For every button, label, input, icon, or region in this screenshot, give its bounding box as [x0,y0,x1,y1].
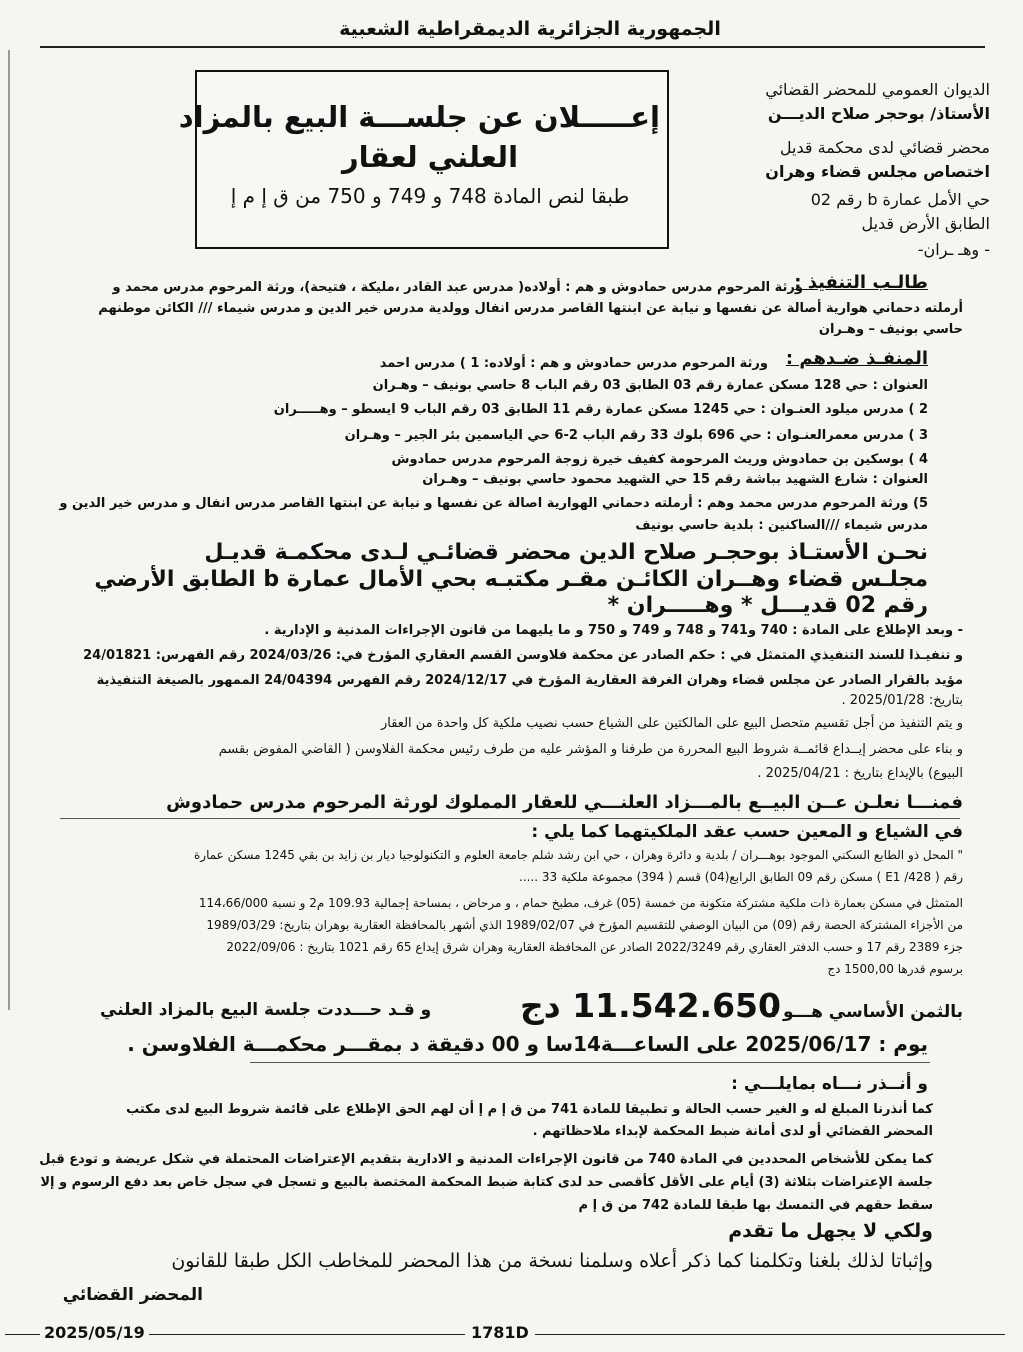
executed-label: المنفـذ ضـدهم : [785,348,928,369]
signature-label: المحضر القضائي [62,1285,203,1305]
warning-line: كما يمكن للأشخاص المحددين في المادة 740 من قانون الإجراءات المدنية و الادارية بتقديم الإعتراضات المحتملة في شكل عريضة و تودع قبل [39,1152,933,1167]
warning-line: كما أنذرنا المبلغ له و الغير حسب الحالة و تطبيقا للمادة 741 من ق إ م إ أن لهم الحق الإطلاع على قائمة شروط البيع لدى مكتب [126,1102,933,1117]
executed-line: 4 ) بوسكين بن حمادوش وريث المرحومة كفيف خيرة زوجة المرحوم مدرس حمادوش [391,452,928,467]
office-line: الأستاذ/ بوحجر صلاح الديـــن [767,104,990,123]
price-label: بالثمن الأساسي هـــو : [770,1002,963,1022]
price-amount: 11.542.650 دج [520,986,781,1025]
legal-line: - وبعد الإطلاع على المادة : 740 و741 و 748 و 749 و 750 و ما يليهما من قانون الإجراءات المدنية و الإدارية . [264,623,963,638]
announcement-title-1: إعـــــلان عن جلســـة البيع بالمزاد [178,100,660,134]
sale-underline [60,818,960,819]
footer-code: 1781D [465,1323,535,1342]
announcement-title-2: العلني لعقار [341,140,519,174]
left-margin-rule [8,50,10,1010]
legal-line: بتاريخ: 2025/01/28 . [841,693,963,708]
sale-property-intro: في الشياع و المعين حسب عقد الملكيتهما كما يلي : [531,822,963,842]
requester-line: ورثة المرحوم مدرس حمادوش و هم : أولاده( مدرس عبد القادر ،مليكة ، فتيحة)، ورثة المرحوم مدرس محمد و [112,280,803,295]
executed-line: 2 ) مدرس ميلود العنـوان : حي 1245 مسكن عمارة رقم 11 الطابق 03 رقم الباب 9 ايسطو – وهـــــران [273,402,928,417]
sale-announcement: فمنـــا نعلـن عــن البيــع بالمـــزاد العلنـــي للعقار المملوك لورثة المرحوم مدرس حمادوش [166,792,963,813]
requester-line: حاسي بونيف – وهـران [818,322,963,337]
price-session-text: و قـد حـــددت جلسة البيع بالمزاد العلني [100,1000,432,1020]
property-desc-line: برسوم قدرها 1500,00 دج [827,962,963,976]
property-desc-line: جزء 2389 رقم 17 و حسب الدفتر العقاري رقم 2022/3249 الصادر عن المحافظة العقارية وهران شرق إيداع 65 رقم 1021 بتاريخ : 2022/09/06 [226,940,963,954]
session-date-underline [250,1062,930,1063]
warning-line: جلسة الإعتراضات بثلاثة (3) أيام على الأقل كأقصى حد لدى كتابة ضبط المحكمة المختصة بالبيع و تسجل في سجل خاص بعد دفع الرسوم و إلا [40,1175,933,1190]
executed-line: العنوان : حي 128 مسكن عمارة رقم 03 الطابق 03 رقم الباب 8 حاسي بونيف – وهـران [372,378,928,393]
republic-header: الجمهورية الجزائرية الديمقراطية الشعبية [339,18,721,40]
bailiff-line: مجلـس قضاء وهــران الكائـن مقـر مكتبـه بحي الأمال عمارة b الطابق الأرضي [94,567,928,592]
office-line: الطابق الأرض قديل [861,214,990,233]
office-line: اختصاص مجلس قضاء وهران [765,162,990,181]
closing-line: وإثباتا لذلك بلغنا وتكلمنا كما ذكر أعلاه وسلمنا نسخة من هذا المحضر للمخاطب الكل طبقا للقانون [171,1250,933,1272]
legal-line: و تنفيـذا للسند التنفيذي المتمثل في : حكم الصادر عن محكمة فلاوسن القسم العقاري المؤرخ في: 2024/03/26 رقم الفهرس: 24/01821 [83,648,963,663]
requester-line: أرملته دحماني هوارية أصالة عن نفسها و نيابة عن ابنتها القاصر مدرس انفال وولدية مدرس خير الدين و مدرس شيماء /// الكائن موطنهم [98,301,963,316]
bailiff-line: رقم 02 قديـــل * وهـــــران * [607,593,928,618]
office-line: الديوان العمومي للمحضر القضائي [765,80,990,99]
executed-line: ورثة المرحوم مدرس حمادوش و هم : أولاده: 1 ) مدرس احمد [379,356,768,371]
executed-line: 3 ) مدرس معمرالعنـوان : حي 696 بلوك 33 رقم الباب 2-6 حي الياسمين بئر الجير – وهـران [344,428,928,443]
header-divider [40,46,985,48]
office-line: - وهـ ـران- [917,240,990,259]
session-date-line: يوم : 2025/06/17 على الساعـــة14سا و 00 دقيقة د بمقـــر محكمـــة الفلاوسن . [127,1032,928,1056]
legal-line: و يتم التنفيذ من أجل تقسيم متحصل البيع على المالكتين على الشياع حسب نصيب ملكية كل واحدة من العقار [380,716,963,731]
warning-label: و أنــذر نـــاه بمايلـــي : [731,1074,928,1094]
property-desc-line: " المحل ذو الطابع السكني الموجود بوهـــران / بلدية و دائرة وهران ، حي ابن رشد شلم جامعة العلوم و التكنولوجيا ديار بن زايد بن بقي 1245 مسكن عمارة [193,848,963,862]
requester-label: طالـب التنفيذ : [794,272,928,293]
announcement-legal: طبقا لنص المادة 748 و 749 و 750 من ق إ م إ [230,184,630,208]
footer-date: 2025/05/19 [40,1323,149,1342]
property-desc-line: رقم ( 428/ E1 ) مسكن رقم 09 الطابق الرابع(04) قسم ( 394) مجموعة ملكية 33 ..... [519,870,963,884]
office-line: محضر قضائي لدى محكمة قديل [779,138,990,157]
executed-line: 5) ورثة المرحوم مدرس محمد وهم : أرملته دحماني الهوارية اصالة عن نفسها و نيابة عن ابنتها القاصر مدرس انفال و مدرس خير الدين و [59,496,928,511]
bailiff-line: نحـن الأستـاذ بوحجـر صلاح الدين محضر قضائـي لـدى محكمـة قديـل [204,540,928,565]
executed-line: العنوان : شارع الشهيد بباشة رقم 15 حي الشهيد محمود حاسي بونيف – وهـران [422,472,928,487]
executed-line: مدرس شيماء ///الساكنين : بلدية حاسي بونيف [635,518,928,533]
property-desc-line: من الأجزاء المشتركة الحصة رقم (09) من البيان الوصفي للتقسيم المؤرخ في 1989/02/07 الذي أشهر بالمحافظة العقارية بوهران بتاريخ: 1989/03/29 [206,918,963,932]
closing-line: ولكي لا يجهل ما تقدم [728,1220,933,1242]
property-desc-line: المتمثل في مسكن بعمارة ذات ملكية مشتركة متكونة من خمسة (05) غرف، مطبخ حمام ، و مرحاض ، بمساحة إجمالية 109.93 م2 و نسبة 114،66/000 [198,896,963,910]
legal-line: و بناء على محضر إيــداع قائمــة شروط البيع المحررة من طرفنا و المؤشر عليه من طرف رئيس محكمة الفلاوسن ( القاضي المفوض بقسم [218,742,963,757]
legal-line: مؤيد بالقرار الصادر عن مجلس قضاء وهران الغرفة العقارية المؤرخ في 2024/12/17 رقم الفهرس 24/04394 الممهور بالصيغة التنفيذية [96,673,963,688]
warning-line: سقط حقهم في التمسك بها طبقا للمادة 742 من ق إ م [578,1198,933,1213]
warning-line: المحضر القضائي أو لدى أمانة ضبط المحكمة لإبداء ملاحظاتهم . [532,1124,933,1139]
office-line: حي الأمل عمارة b رقم 02 [810,190,990,209]
legal-line: البيوع) بالإيداع بتاريخ : 2025/04/21 . [757,766,963,781]
